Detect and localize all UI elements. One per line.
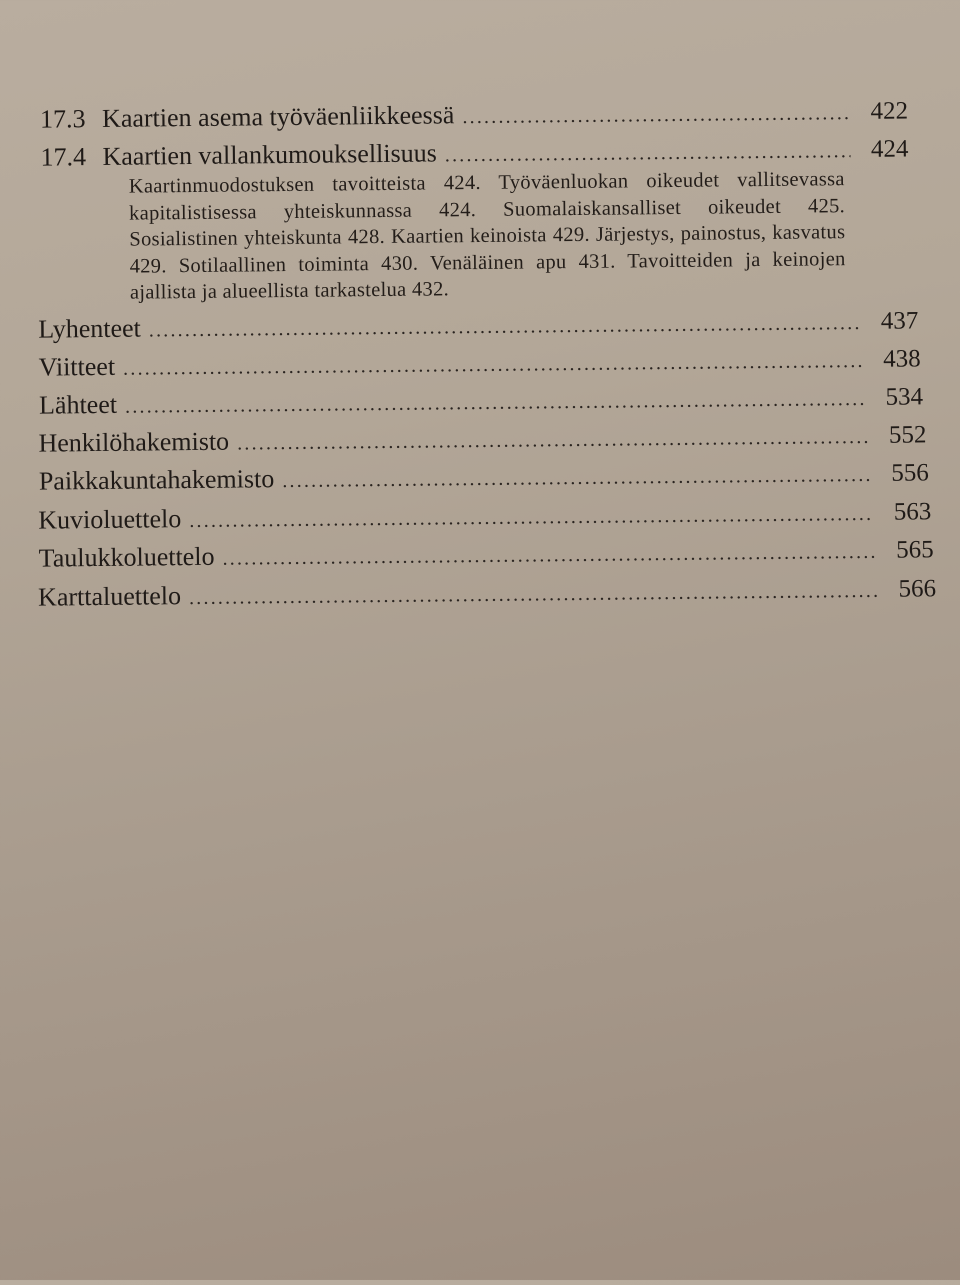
entry-title: Karttaluettelo (37, 581, 182, 612)
section-number: 17.4 (40, 142, 87, 172)
entry-title: Lyhenteet (38, 313, 141, 344)
dot-leader (189, 576, 878, 613)
entry-title: Taulukkoluettelo (38, 541, 215, 573)
entry-title: Kaartien asema työväenliikkeessä (101, 100, 455, 133)
page-number: 556 (891, 459, 929, 487)
entry-title: Kuvioluettelo (38, 504, 182, 535)
toc-entry-karttaluettelo (38, 573, 936, 614)
entry-title: Viitteet (38, 351, 116, 382)
dot-leader (445, 136, 851, 170)
page-number: 422 (870, 97, 909, 125)
toc-entry-henkilohakemisto (38, 419, 926, 460)
entry-title: Henkilöhakemisto (38, 426, 230, 458)
toc-entry-taulukkoluettelo (39, 534, 934, 575)
page-number: 438 (883, 345, 921, 373)
page-number: 552 (888, 421, 927, 449)
section-subtopics: Kaartinmuodostuksen tavoitteista 424. Työväenluokan oikeudet vallitsevassa kapitalistisessa yhteiskunnassa 424. Suomalaiskansalliset oikeudet 425. Sosialistinen yhteiskunta 428. Kaartien keinoista 429. Järjestys, painostus, kasvatus 429. Sotilaallinen toiminta 430. Venäläinen apu 431. Tavoitteiden ja keinojen ajallista ja alueellista tarkastelua 432. (128, 168, 846, 304)
page-number: 566 (898, 575, 937, 603)
toc-entry-kuvioluettelo (38, 496, 931, 537)
page-number: 424 (870, 135, 909, 163)
page-number: 437 (880, 307, 919, 335)
dot-leader (123, 346, 863, 384)
toc-entry-viitteet (39, 343, 921, 384)
toc-entry-17-3 (40, 96, 908, 137)
dot-leader (282, 460, 871, 496)
dot-leader (125, 384, 865, 422)
dot-leader (149, 308, 861, 345)
dot-leader (189, 499, 873, 536)
toc-entry-lyhenteet (38, 305, 918, 346)
toc-entry-paikkakuntahakemisto (39, 457, 929, 498)
entry-title: Kaartien vallankumouksellisuus (102, 138, 437, 171)
entry-title: Lähteet (38, 389, 118, 420)
dot-leader (462, 98, 850, 132)
page-number: 534 (885, 383, 924, 411)
section-number: 17.3 (39, 104, 86, 134)
page-number: 565 (896, 536, 934, 564)
dot-leader (237, 422, 869, 459)
page-number: 563 (893, 498, 932, 526)
dot-leader (222, 537, 875, 574)
toc-entry-lahteet (39, 381, 923, 422)
entry-title: Paikkakuntahakemisto (38, 464, 275, 496)
